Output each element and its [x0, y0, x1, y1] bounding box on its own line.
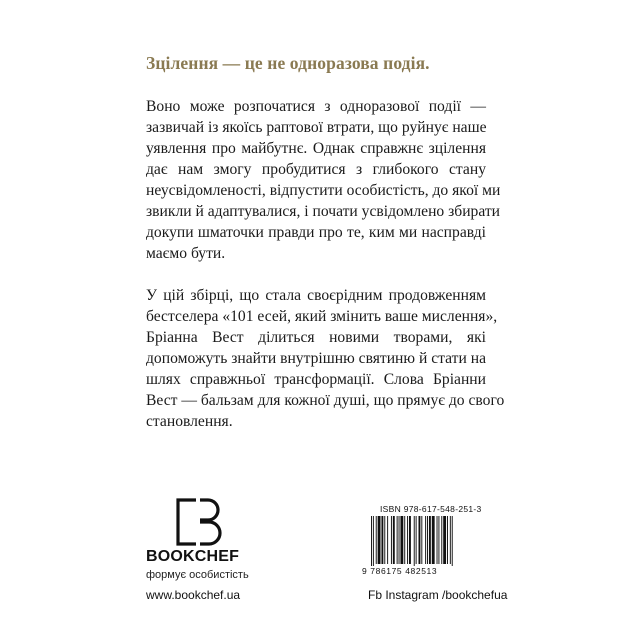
- paragraph-line: дає нам змогу пробудитися з глибокого стану: [146, 161, 486, 178]
- barcode-icon: [367, 516, 487, 570]
- paragraph-line: докупи шматочки правди про те, ким ми насправді: [146, 224, 486, 241]
- paragraph-line: шлях справжньої трансформації. Слова Бріанни: [146, 371, 486, 388]
- isbn-label: ISBN 978-617-548-251-3: [380, 504, 482, 514]
- paragraph-line: Вест — бальзам для кожної душі, що прямує до свого: [146, 392, 505, 409]
- paragraph-line: уявлення про майбутнє. Однак справжнє зцілення: [146, 140, 486, 157]
- description-paragraph-1: [146, 96, 501, 264]
- publisher-tagline: формує особистість: [146, 569, 249, 581]
- publisher-social: Fb Instagram /bookchefua: [368, 588, 508, 602]
- paragraph-line: маємо бути.: [146, 245, 226, 262]
- paragraph-line: неусвідомленості, відпустити особистість, до якої ми: [146, 182, 501, 199]
- paragraph-line: Бріанна Вест ділиться новими творами, які: [146, 329, 486, 346]
- bookchef-logo-icon: [174, 498, 222, 546]
- barcode-digits: 9 786175 482513: [362, 566, 486, 576]
- paragraph-line: зазвичай із якоїсь раптової втрати, що руйнує наше: [146, 119, 487, 136]
- paragraph-line: У цій збірці, що стала своєрідним продовженням: [146, 287, 486, 304]
- paragraph-line: допоможуть знайти внутрішню святиню й стати на: [146, 350, 486, 367]
- paragraph-line: бестселера «101 есей, який змінить ваше мислення»,: [146, 308, 498, 325]
- paragraph-line: становлення.: [146, 413, 233, 430]
- publisher-brand: BOOKCHEF: [146, 548, 240, 565]
- publisher-website: www.bookchef.ua: [146, 588, 241, 602]
- paragraph-line: Воно може розпочатися з одноразової події —: [146, 98, 486, 115]
- paragraph-line: звикли й адаптувалися, і почати усвідомлено збирати: [146, 203, 501, 220]
- description-paragraph-2: [146, 285, 505, 432]
- cover-heading: Зцілення — це не одноразова подія.: [146, 53, 430, 73]
